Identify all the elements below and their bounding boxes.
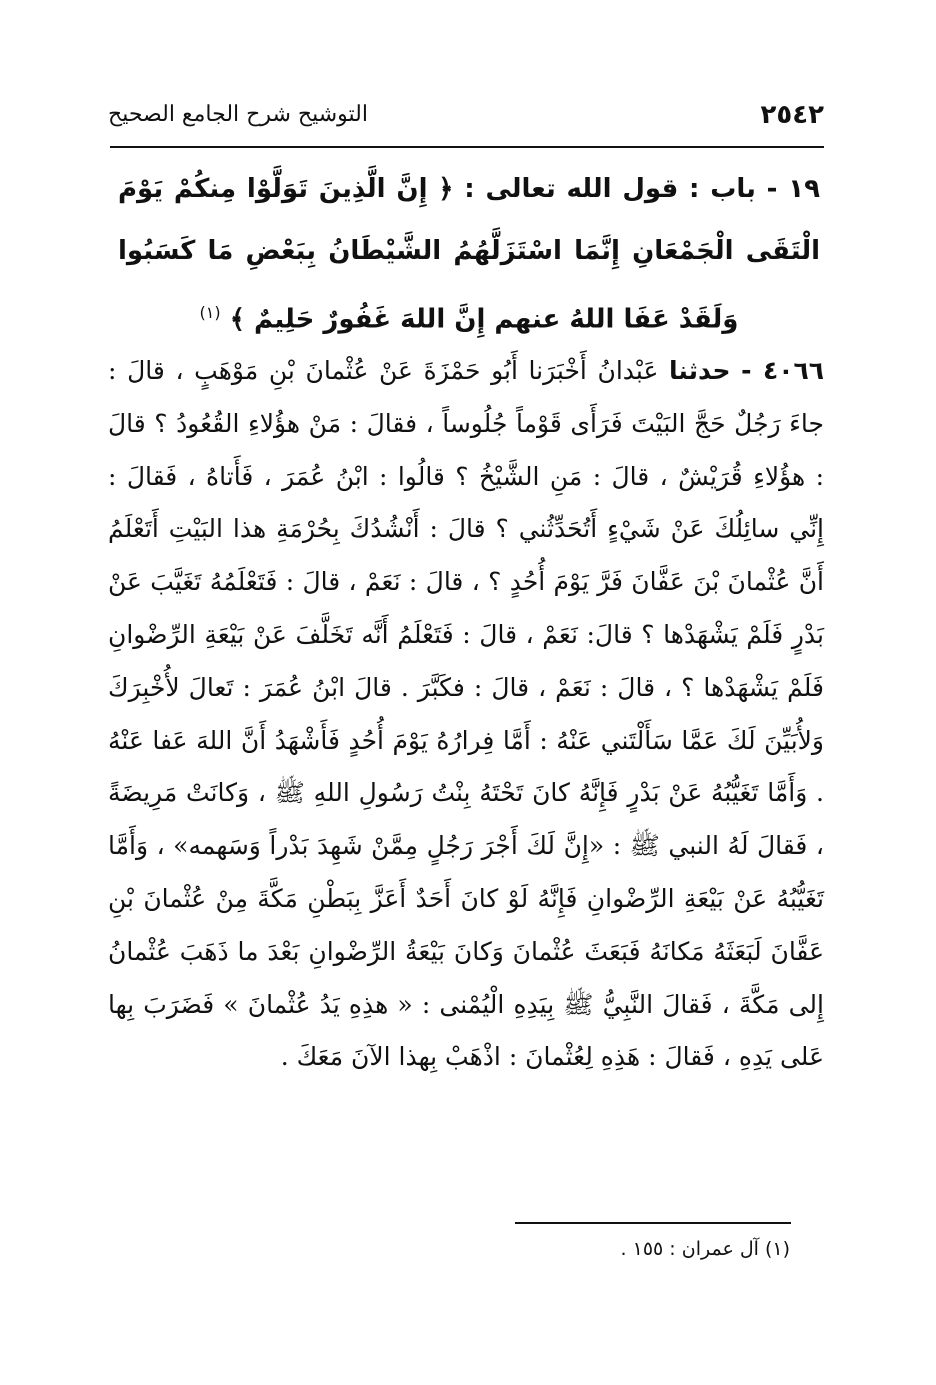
footnote: (١) آل عمران : ١٥٥ . — [620, 1238, 790, 1260]
hadith-paragraph — [108, 345, 824, 1084]
header-divider — [110, 146, 824, 148]
hadith-text: عَبْدانُ أَخْبَرَنا أَبُو حَمْزَةَ عَنْ عُثْمانَ بْنِ مَوْهَبٍ ، قالَ : جاءَ رَجُلٌ حَجَّ البَيْتَ فَرَأَى قَوْماً جُلُوساً ، فقالَ : مَنْ هؤُلاءِ القُعُودُ ؟ قالَ : هؤُلاءِ قُرَيْشٌ ، قالَ : مَنِ الشَّيْخُ ؟ قالُوا : ابْنُ عُمَرَ ، فَأَتاهُ ، فَقالَ : إِنِّي سائِلُكَ عَنْ شَيْءٍ أَتُحَدِّثُني ؟ قالَ : أَنْشُدُكَ بِحُرْمَةِ هذا البَيْتِ أَتَعْلَمُ أَنَّ عُثْمانَ بْنَ عَفَّانَ فَرَّ يَوْمَ أُحُدٍ ؟ ، قالَ : نَعَمْ ، قالَ : فَتَعْلَمُهُ تَغَيَّبَ عَنْ بَدْرٍ فَلَمْ يَشْهَدْها ؟ قالَ: نَعَمْ ، قالَ : فَتَعْلَمُ أَنَّه تَخَلَّفَ عَنْ بَيْعَةِ الرِّضْوانِ فَلَمْ يَشْهَدْها ؟ ، قالَ : نَعَمْ ، قالَ : فكَبَّرَ . قالَ ابْنُ عُمَرَ : تَعالَ لأُخْبِرَكَ وَلأُبَيِّنَ لَكَ عَمَّا سَأَلْتَني عَنْهُ : أَمَّا فِرارُهُ يَوْمَ أُحُدٍ فَأَشْهَدُ أَنَّ اللهَ عَفا عَنْهُ . وَأَمَّا تَغَيُّبُهُ عَنْ بَدْرٍ فَإِنَّهُ كانَ تَحْتَهُ بِنْتُ رَسُولِ اللهِ ﷺ ، وَكانَتْ مَرِيضَةً ، فَقالَ لَهُ النبي ﷺ : «إِنَّ لَكَ أَجْرَ رَجُلٍ مِمَّنْ شَهِدَ بَدْراً وَسَهمه» ، وَأَمَّا تَغَيُّبُهُ عَنْ بَيْعَةِ الرِّضْوانِ فَإِنَّهُ لَوْ كانَ أَحَدٌ أَعَزَّ بِبَطْنِ مَكَّةَ مِنْ عُثْمانَ بْنِ عَفَّانَ لَبَعَثَهُ مَكانَهُ فَبَعَثَ عُثْمانَ وَكانَ بَيْعَةُ الرِّضْوانِ بَعْدَ ما ذَهَبَ عُثْمانُ إِلى مَكَّةَ ، فَقالَ النَّبِيُّ ﷺ بِيَدِهِ الْيُمْنى : « هذِهِ يَدُ عُثْمانَ » فَضَرَبَ بِها عَلى يَدِهِ ، فَقالَ : هَذِهِ لِعُثْمانَ : اذْهَبْ بِهذا الآنَ مَعَكَ . — [108, 356, 824, 1072]
running-title: التوشيح شرح الجامع الصحيح — [108, 102, 368, 127]
chapter-heading-text: ١٩ - باب : قول الله تعالى : ﴿ إِنَّ الَّذِينَ تَوَلَّوْا مِنكُمْ يَوْمَ الْتَقَى الْجَمْعَانِ إِنَّمَا اسْتَزَلَّهُمُ الشَّيْطَانُ بِبَعْضِ مَا كَسَبُوا وَلَقَدْ عَفَا اللهُ عنهم إِنَّ اللهَ غَفُورٌ حَلِيمٌ ﴾ — [118, 174, 820, 335]
chapter-heading — [118, 158, 820, 351]
hadith-number: ٤٠٦٦ - — [741, 356, 824, 385]
page-number: ٢٥٤٢ — [760, 100, 824, 130]
page-header — [108, 98, 824, 138]
footnote-divider — [515, 1222, 791, 1224]
footnote-reference: (١) — [199, 303, 221, 322]
hadith-opening: حدثنا — [669, 356, 731, 385]
